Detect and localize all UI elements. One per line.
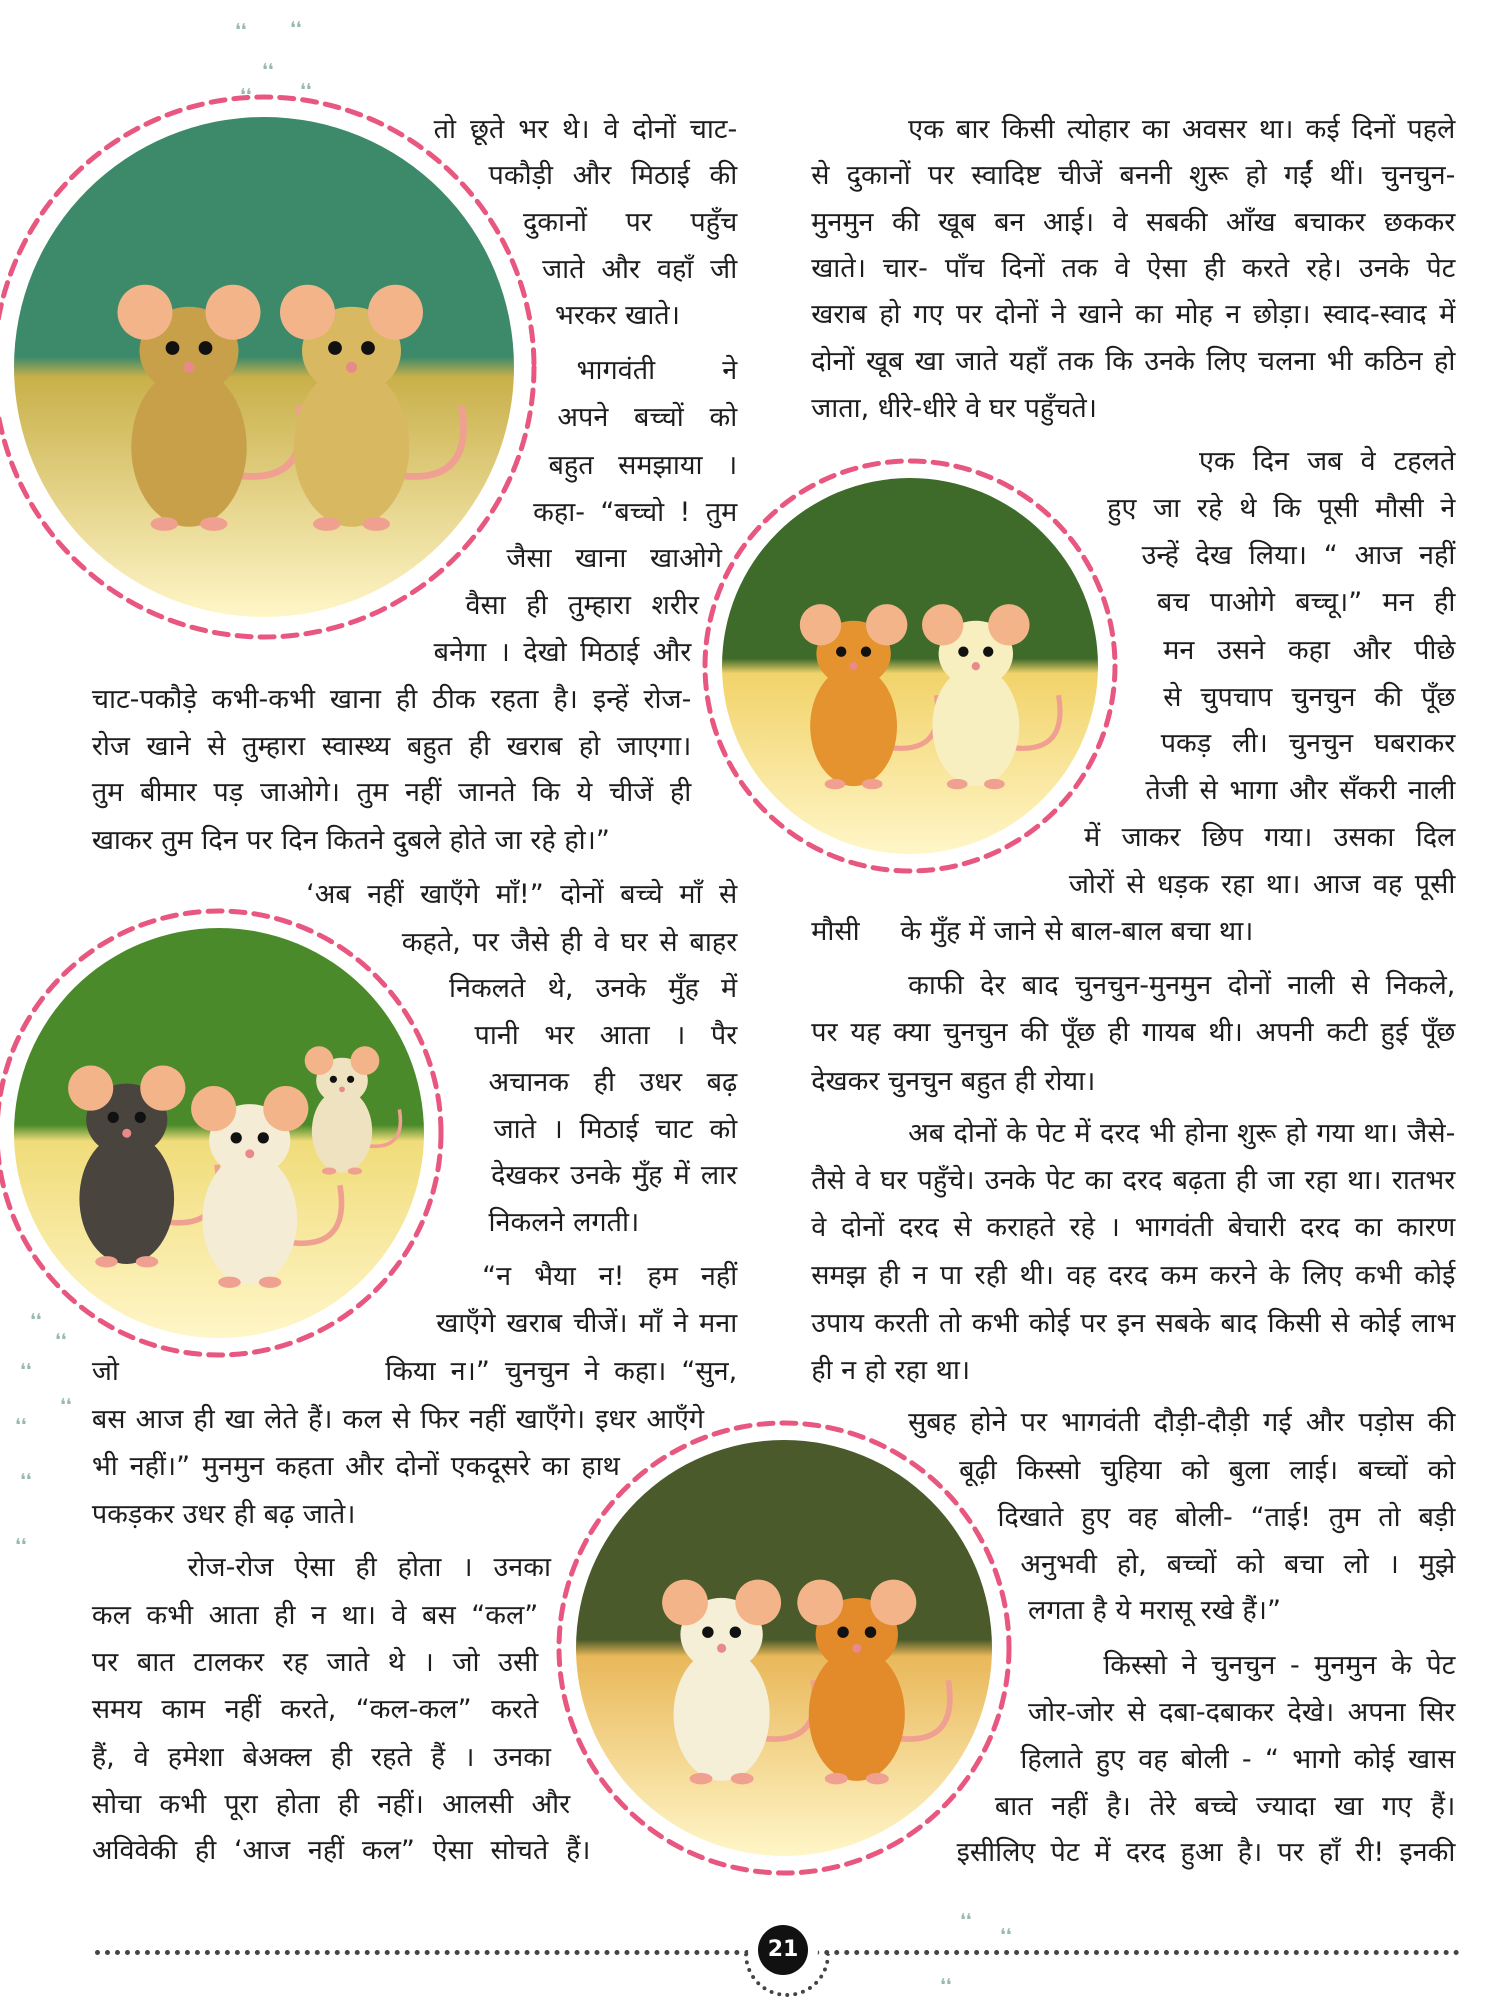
text-line: दोनों खूब खा जाते यहाँ तक कि उनके लिए चलना भी कठिन हो [811, 346, 1456, 378]
text-line: बच पाओगे बच्चू।” मन ही [1156, 587, 1456, 619]
text-line: जोरों से धड़क रहा था। आज वह पूसी [1068, 869, 1456, 901]
paw-print-icon: ❛❛ [20, 1470, 32, 1491]
text-line: अब दोनों के पेट में दरद भी होना शुरू हो गया था। जैसे- [908, 1117, 1456, 1149]
text-line: वैसा ही तुम्हारा शरीर [465, 589, 699, 621]
text-line: के मुँह में जाने से बाल-बाल बचा था। [900, 916, 1254, 948]
text-line: जो [91, 1356, 119, 1388]
mouse-figure [797, 1580, 950, 1785]
paw-print-icon: ❛❛ [55, 1330, 67, 1351]
text-line: “न भैया न! हम नहीं [482, 1260, 738, 1292]
text-line: अचानक ही उधर बढ़ [488, 1066, 738, 1098]
mouse-illustration-3 [14, 928, 424, 1338]
paw-print-icon: ❛❛ [235, 20, 247, 41]
text-line: सोचा कभी पूरा होता ही नहीं। आलसी और [91, 1788, 571, 1820]
text-line: चाट-पकौड़े कभी-कभी खाना ही ठीक रहता है। इन्हें रोज- [91, 684, 692, 716]
text-line: में जाकर छिप गया। उसका दिल [1084, 822, 1456, 853]
text-line: भागवंती ने [576, 355, 738, 387]
page-number: 21 [758, 1925, 808, 1975]
text-line: भी नहीं।” मुनमुन कहता और दोनों एकदूसरे का हाथ [91, 1450, 620, 1482]
mouse-illustration-1 [14, 117, 514, 617]
paw-print-icon: ❛❛ [20, 1360, 32, 1381]
text-line: बनेगा । देखो मिठाई और [433, 637, 692, 669]
text-line: सुबह होने पर भागवंती दौड़ी-दौड़ी गई और पड़ोस की [908, 1407, 1456, 1439]
text-line: अनुभवी हो, बच्चों को बचा लो । मुझे [1020, 1549, 1456, 1581]
text-line: बहुत समझाया । [548, 449, 738, 481]
text-line: हिलाते हुए वह बोली - “ भागो कोई खास [1020, 1744, 1456, 1776]
paw-print-icon: ❛❛ [30, 1310, 42, 1331]
text-line: जैसा खाना खाओगे [506, 542, 722, 574]
text-line: मुनमुन की खूब बन आई। वे सबकी आँख बचाकर छककर [811, 207, 1456, 239]
text-line: तुम बीमार पड़ जाओगे। तुम नहीं जानते कि ये चीजें ही [91, 777, 692, 809]
paw-print-icon: ❛❛ [290, 18, 302, 39]
text-line: दुकानों पर पहुँच [522, 207, 738, 239]
paw-print-icon: ❛❛ [15, 1415, 27, 1436]
text-line: काफी देर बाद चुनचुन-मुनमुन दोनों नाली से निकले, [908, 969, 1456, 1001]
text-line: मौसी [811, 916, 860, 948]
text-line: से दुकानों पर स्वादिष्ट चीजें बननी शुरू हो गईं थीं। चुनचुन- [811, 160, 1456, 192]
paw-print-icon: ❛❛ [15, 1535, 27, 1556]
text-line: उन्हें देख लिया। “ आज नहीं [1141, 540, 1456, 572]
mouse-figure [117, 285, 300, 531]
text-line: किस्सो ने चुनचुन - मुनमुन के पेट [1103, 1649, 1456, 1681]
text-line: रोज-रोज ऐसा ही होता । उनका [187, 1551, 552, 1583]
text-line: तैसे वे घर पहुँचे। उनके पेट का दरद बढ़ता ही जा रहा था। रातभर [811, 1165, 1456, 1197]
text-line: एक बार किसी त्योहार का अवसर था। कई दिनों पहले [908, 114, 1456, 146]
text-line: भरकर खाते। [554, 300, 680, 332]
text-line: से चुपचाप चुनचुन की पूँछ [1163, 681, 1456, 713]
paw-print-icon: ❛❛ [960, 1910, 972, 1931]
text-line: देखकर चुनचुन बहुत ही रोया। [811, 1065, 1096, 1097]
mouse-figure [305, 1046, 401, 1174]
text-line: खराब हो गए पर दोनों ने खाने का मोह न छोड़ा। स्वाद-स्वाद में [811, 299, 1456, 331]
mouse-figure [662, 1580, 815, 1785]
text-line: बूढ़ी किस्सो चुहिया को बुला लाई। बच्चों को [959, 1454, 1456, 1486]
text-line: इसीलिए पेट में दरद हुआ है। पर हाँ री! इनकी [956, 1837, 1456, 1869]
text-line: पकड़कर उधर ही बढ़ जाते। [91, 1499, 356, 1531]
text-line: जाता, धीरे-धीरे वे घर पहुँचते। [811, 393, 1098, 425]
mouse-figure [922, 604, 1060, 789]
text-line: एक दिन जब वे टहलते [1198, 445, 1456, 477]
text-line: रोज खाने से तुम्हारा स्वास्थ्य बहुत ही खराब हो जाएगा। [91, 731, 692, 763]
text-line: खाते। चार- पाँच दिनों तक वे ऐसा ही करते रहे। उनके पेट [811, 253, 1456, 285]
paw-print-icon: ❛❛ [1000, 1925, 1012, 1946]
text-line: जाते और वहाँ जी [542, 254, 738, 286]
text-line: कहा- “बच्चो ! तुम [533, 496, 738, 528]
text-line: देखकर उनके मुँह में लार [491, 1160, 738, 1192]
text-line: वे दोनों दरद से कराहते रहे । भागवंती बेचारी दरद का कारण [811, 1212, 1456, 1244]
paw-print-icon: ❛❛ [262, 60, 274, 81]
text-line: लगता है ये मरासू रखे हैं।” [1028, 1594, 1281, 1626]
mouse-illustration-2 [722, 478, 1098, 854]
text-line: जोर-जोर से दबा-दबाकर देखे। अपना सिर [1028, 1697, 1456, 1728]
text-line: उपाय करती तो कभी कोई पर इन सबके बाद किसी से कोई लाभ [811, 1307, 1456, 1339]
text-line: कहते, पर जैसे ही वे घर से बाहर [401, 926, 738, 958]
text-line: पकड़ ली। चुनचुन घबराकर [1160, 727, 1456, 759]
text-line: हैं, वे हमेशा बेअक्ल ही रहते हैं । उनका [91, 1741, 551, 1773]
text-line: निकलते थे, उनके मुँह में [448, 972, 738, 1004]
text-line: कल कभी आता ही न था। वे बस “कल” [91, 1600, 539, 1632]
mouse-figure [800, 604, 938, 789]
text-line: जाते । मिठाई चाट को [493, 1114, 738, 1146]
paw-print-icon: ❛❛ [300, 80, 312, 101]
text-line: पकौड़ी और मिठाई की [488, 160, 738, 192]
text-line: पानी भर आता । पैर [474, 1019, 738, 1051]
paw-print-icon: ❛❛ [940, 1975, 952, 1996]
text-line: पर बात टालकर रह जाते थे । जो उसी [91, 1647, 539, 1679]
text-line: समझ ही न पा रही थी। वह दरद कम करने के लिए कभी कोई [811, 1259, 1456, 1291]
mouse-figure [280, 285, 463, 531]
text-line: दिखाते हुए वह बोली- “ताई! तुम तो बड़ी [997, 1501, 1456, 1533]
paw-print-icon: ❛❛ [60, 1395, 72, 1416]
text-line: खाकर तुम दिन पर दिन कितने दुबले होते जा रहे हो।” [91, 824, 610, 856]
text-line: ‘अब नहीं खाएँगे माँ!” दोनों बच्चे माँ से [306, 879, 738, 911]
text-line: अविवेकी ही ‘आज नहीं कल” ऐसा सोचते हैं। [91, 1834, 591, 1866]
text-line: निकलने लगती। [488, 1207, 640, 1239]
text-line: किया न।” चुनचुन ने कहा। “सुन, [385, 1356, 738, 1388]
mouse-illustration-4 [576, 1440, 992, 1856]
paw-print-icon: ❛❛ [240, 85, 252, 106]
text-line: तेजी से भागा और सँकरी नाली [1145, 774, 1456, 806]
text-line: बात नहीं है। तेरे बच्चे ज्यादा खा गए हैं। [994, 1791, 1456, 1823]
text-line: खाएँगे खराब चीजें। माँ ने मना [436, 1307, 738, 1339]
text-line: पर यह क्या चुनचुन की पूँछ ही गायब थी। अपनी कटी हुई पूँछ [811, 1017, 1456, 1049]
text-line: तो छूते भर थे। वे दोनों चाट- [433, 114, 738, 146]
text-line: ही न हो रहा था। [811, 1355, 971, 1387]
text-line: बस आज ही खा लेते हैं। कल से फिर नहीं खाएँगे। इधर आएँगे [91, 1403, 705, 1435]
text-line: अपने बच्चों को [557, 402, 738, 434]
text-line: हुए जा रहे थे कि पूसी मौसी ने [1107, 492, 1456, 524]
text-line: मन उसने कहा और पीछे [1163, 634, 1456, 666]
text-line: समय काम नहीं करते, “कल-कल” करते [91, 1694, 539, 1726]
